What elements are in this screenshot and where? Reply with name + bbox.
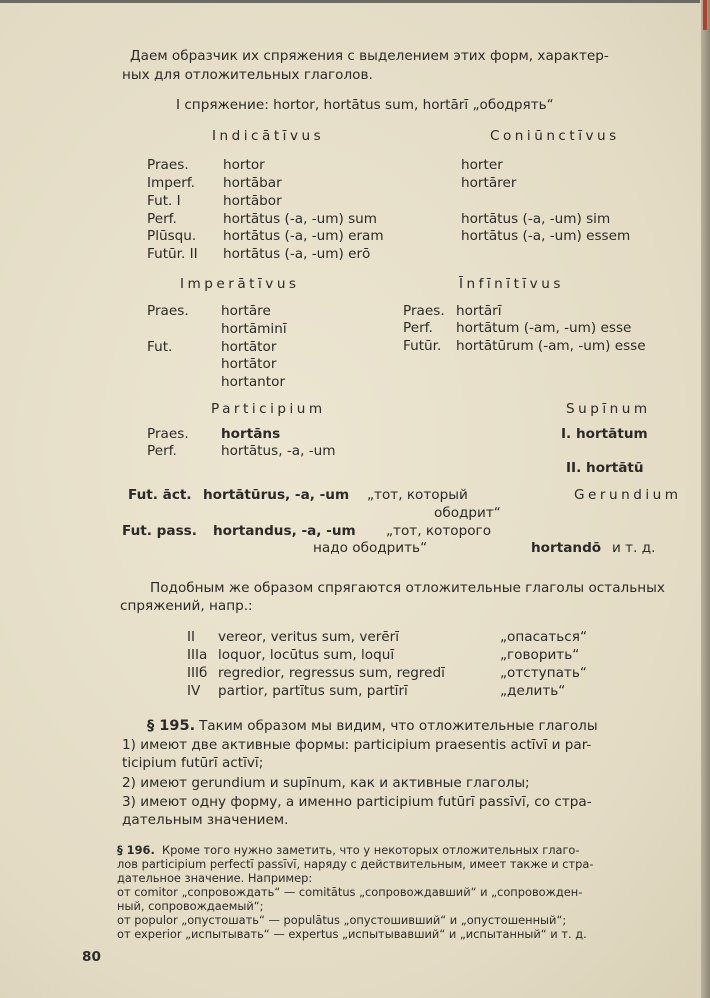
indicativus-label: Praes. (147, 157, 189, 173)
edge-stripe (703, 0, 707, 30)
fut-act-gloss: ободрит“ (434, 505, 501, 521)
fut-pass-label: Fut. pass. (122, 523, 197, 539)
section-196-line: дательное значение. Например: (117, 871, 313, 885)
fut-act-form: hortātūrus, -a, -um (203, 487, 350, 503)
participium-form: hortātus, -a, -um (221, 443, 336, 459)
indicativus-heading: Indicātīvus (212, 128, 325, 144)
fut-act-gloss: „тот, который (367, 487, 468, 503)
infinitivus-form: hortārī (456, 303, 502, 319)
infinitivus-heading: Īnfīnītīvus (459, 276, 564, 292)
indicativus-label: Futūr. II (147, 246, 198, 262)
intro-line-2: ных для отложительных глаголов. (122, 67, 373, 83)
imperativus-form: hortāminī (221, 321, 287, 337)
indicativus-label: Fut. I (147, 193, 181, 209)
fut-pass-gloss: „тот, которого (386, 523, 492, 539)
fut-pass-gloss: надо ободрить“ (313, 540, 428, 556)
section-195-line: ticipium futūrī actīvī; (122, 755, 264, 771)
example-num: II (187, 629, 196, 645)
example-verb: loquor, locūtus sum, loquī (218, 647, 395, 663)
example-gloss: „опасаться“ (500, 629, 588, 645)
supinum-second: II. hortātū (566, 460, 644, 476)
gerundium-form: hortandō (531, 540, 602, 556)
participium-form: hortāns (221, 426, 281, 442)
section-195-line: 1) имеют две активные формы: participium praesentis actīvī и par- (122, 737, 592, 753)
imperativus-heading: Imperātīvus (180, 276, 300, 292)
imperativus-label: Fut. (147, 339, 173, 355)
indicativus-form: hortābor (223, 193, 282, 209)
participium-label: Perf. (147, 443, 177, 459)
imperativus-label: Praes. (147, 303, 189, 319)
example-num: IIIa (187, 647, 208, 663)
section-196-line: Кроме того нужно заметить, что у некоторых отложительных глаго- (162, 843, 580, 857)
section-195-line: дательным значением. (122, 812, 289, 828)
indicativus-label: Imperf. (147, 175, 195, 191)
section-195-line: Таким образом мы видим, что отложительные глаголы (199, 718, 598, 734)
indicativus-form: hortātus (-a, -um) eram (223, 228, 384, 244)
section-195-line: 2) имеют gerundium и supīnum, как и активные глаголы; (122, 775, 530, 791)
imperativus-form: hortāre (221, 303, 271, 319)
coniunctivus-form: horter (461, 157, 503, 173)
participium-label: Praes. (147, 426, 189, 442)
conjugation-title: I спряжение: hortor, hortātus sum, hortārī „ободрять“ (176, 97, 554, 113)
section-196-line: от experior „испытывать“ — expertus „испытывавший“ и „испытанный“ и т. д. (117, 927, 587, 941)
section-196-line: ный, сопровождаемый“; (117, 899, 264, 913)
coniunctivus-form: hortātus (-a, -um) essem (461, 228, 631, 244)
imperativus-form: hortātor (221, 356, 277, 372)
indicativus-form: hortor (223, 157, 265, 173)
example-num: IIIб (187, 665, 208, 681)
fut-act-label: Fut. āct. (128, 487, 192, 503)
section-196-line: от comitor „сопровождать“ — comitātus „сопровождавший“ и „сопровожден- (117, 885, 583, 899)
similar-line-2: спряжений, напр.: (120, 598, 253, 614)
section-196-line: лов participium perfectī passīvī, наряду с действительным, имеет также и стра- (117, 857, 594, 871)
example-num: IV (187, 683, 201, 699)
imperativus-form: hortātor (221, 339, 277, 355)
gerundium-heading: Gerundium (574, 487, 682, 503)
page-edge (701, 0, 710, 998)
indicativus-form: hortātus (-a, -um) erō (223, 246, 371, 262)
infinitivus-label: Futūr. (403, 338, 442, 354)
participium-heading: Participium (211, 401, 326, 417)
example-gloss: „делить“ (500, 683, 566, 699)
section-195-line: 3) имеют одну форму, а именно participium futūrī passīvī, со стра- (122, 794, 592, 810)
indicativus-form: hortātus (-a, -um) sum (223, 211, 378, 227)
supinum-first: I. hortātum (561, 426, 648, 442)
infinitivus-label: Perf. (403, 320, 433, 336)
section-196-line: от populor „опустошать“ — populātus „опустошивший“ и „опустошенный“; (117, 913, 567, 927)
coniunctivus-form: hortārer (461, 175, 517, 191)
example-gloss: „говорить“ (500, 647, 580, 663)
indicativus-form: hortābar (223, 175, 282, 191)
top-rule (0, 0, 700, 3)
section-195-heading: § 195. (147, 718, 196, 734)
gerundium-etc: и т. д. (612, 540, 656, 556)
example-gloss: „отступать“ (500, 665, 587, 681)
imperativus-form: hortantor (221, 374, 286, 390)
supinum-heading: Supīnum (566, 401, 651, 417)
example-verb: vereor, veritus sum, verērī (218, 629, 400, 645)
indicativus-label: Plūsqu. (147, 228, 197, 244)
coniunctivus-form: hortātus (-a, -um) sim (461, 211, 611, 227)
fut-pass-form: hortandus, -a, -um (213, 523, 356, 539)
intro-line-1: Даем образчик их спряжения с выделением этих форм, характер- (130, 48, 609, 64)
infinitivus-form: hortātūrum (-am, -um) esse (456, 338, 646, 354)
infinitivus-label: Praes. (403, 303, 445, 319)
coniunctivus-heading: Coniūnctīvus (490, 128, 620, 144)
section-196-heading: § 196. (117, 843, 155, 857)
similar-line-1: Подобным же образом спрягаются отложительные глаголы остальных (150, 580, 665, 596)
example-verb: partior, partītus sum, partīrī (218, 683, 408, 699)
page-number: 80 (82, 949, 101, 965)
indicativus-label: Perf. (147, 211, 177, 227)
infinitivus-form: hortātum (-am, -um) esse (456, 320, 632, 336)
example-verb: regredior, regressus sum, regredī (218, 665, 445, 681)
